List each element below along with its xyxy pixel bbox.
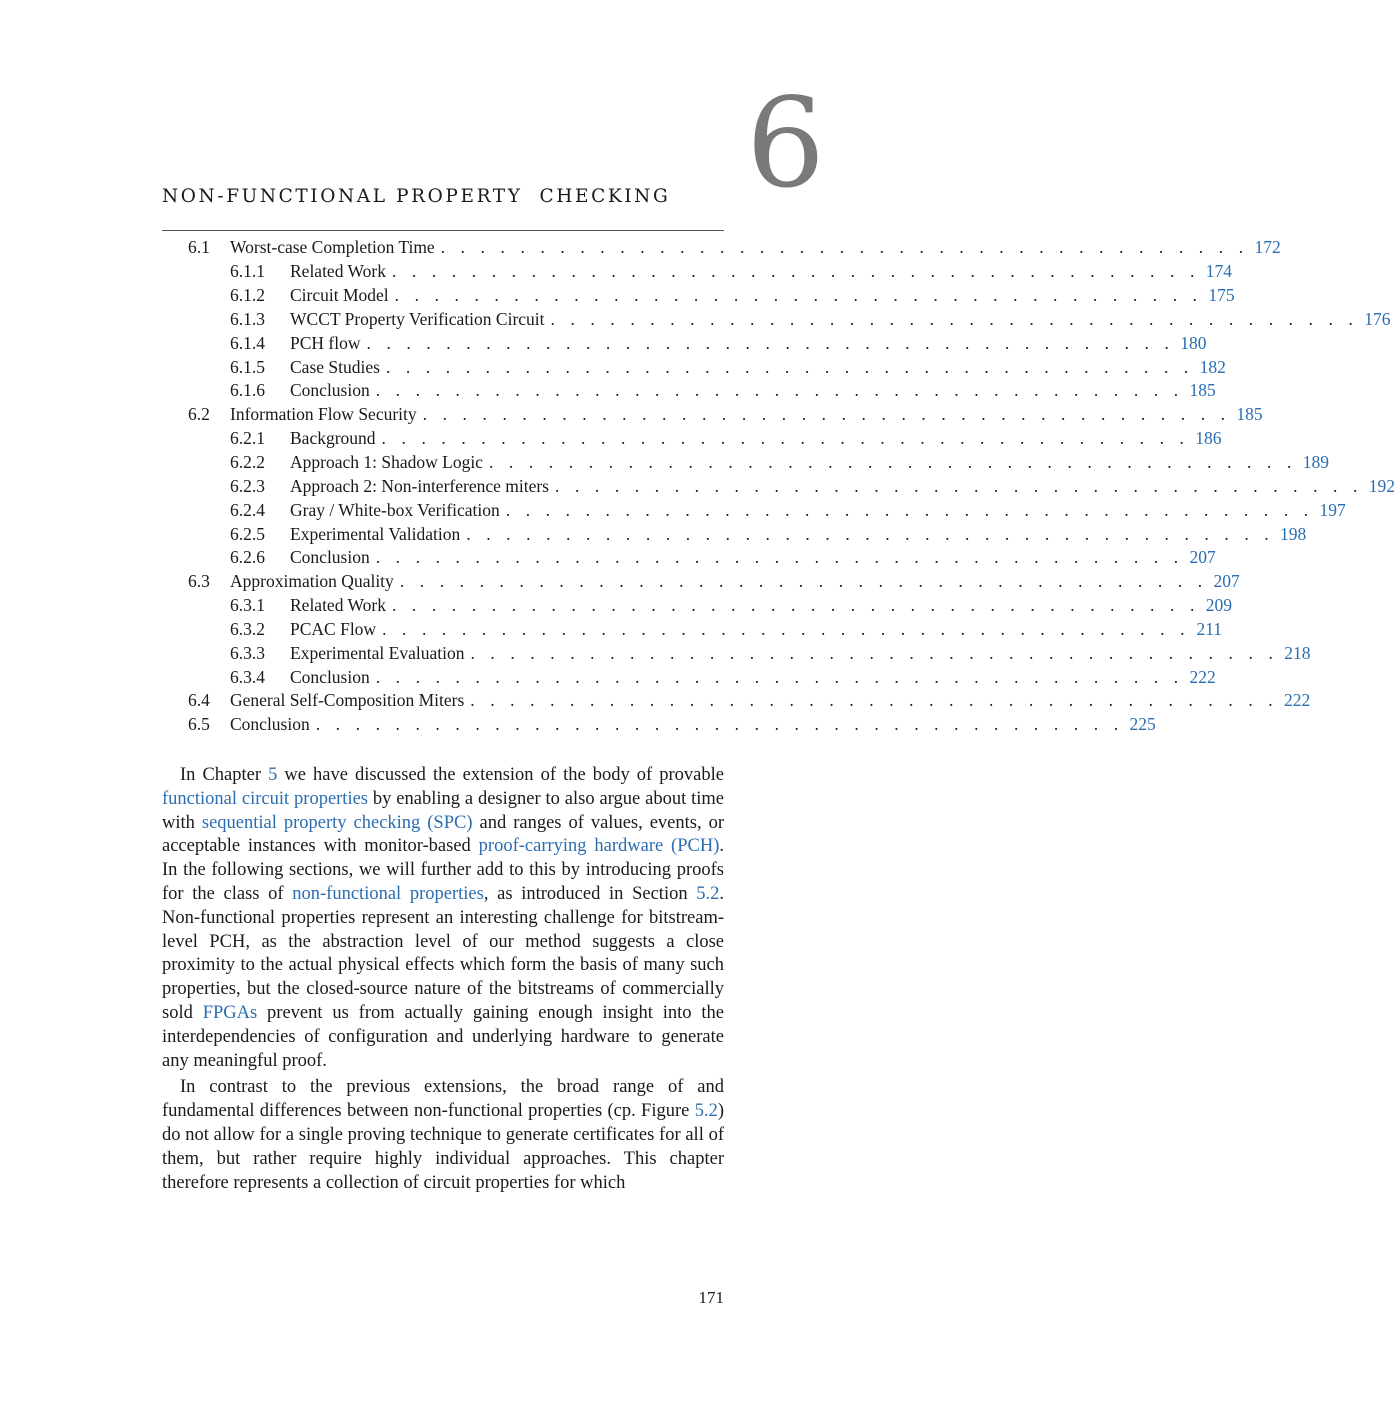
toc-entry[interactable]	[162, 546, 1216, 570]
paragraph	[162, 764, 724, 1073]
toc-page-link[interactable]: 174	[1205, 261, 1232, 282]
title-rule	[162, 230, 724, 231]
toc-entry[interactable]	[162, 451, 1329, 475]
toc-section-title[interactable]: Background	[290, 428, 376, 449]
toc-page-link[interactable]: 189	[1302, 452, 1329, 473]
toc-entry[interactable]	[162, 594, 1232, 618]
toc-entry[interactable]	[162, 641, 1311, 665]
toc-entry[interactable]	[162, 665, 1216, 689]
cross-reference-link[interactable]: functional circuit properties	[162, 788, 369, 809]
toc-section-number: 6.2	[188, 404, 210, 425]
toc-section-number: 6.2.3	[230, 475, 265, 496]
toc-section-title[interactable]: Related Work	[290, 261, 386, 282]
toc-page-link[interactable]: 185	[1189, 380, 1216, 401]
toc-section-number: 6.4	[188, 690, 210, 711]
toc-section-title[interactable]: PCH flow	[290, 332, 361, 353]
toc-section-title[interactable]: Conclusion	[290, 380, 370, 401]
toc-section-title[interactable]: Case Studies	[290, 356, 380, 377]
toc-page-link[interactable]: 180	[1180, 332, 1207, 353]
paragraph	[162, 1076, 724, 1195]
toc-leader-dots: . . . . . . . . . . . . . . . . . . . . . . . . . . . . . . . . . . . . . . . . .	[394, 285, 1203, 306]
toc-entry[interactable]	[162, 474, 1395, 498]
cross-reference-link[interactable]: non-functional properties	[292, 883, 484, 904]
toc-section-number: 6.1.6	[230, 380, 265, 401]
toc-entry[interactable]	[162, 522, 1307, 546]
toc-section-title[interactable]: Approach 1: Shadow Logic	[290, 452, 483, 473]
cross-reference-link[interactable]: FPGAs	[202, 1002, 258, 1023]
toc-entry[interactable]	[162, 355, 1226, 379]
toc-section-title[interactable]: Worst-case Completion Time	[230, 237, 435, 258]
paragraph-text: . Non-functional properties represent an interesting challenge for bitstream-level PCH, as the abstraction level of our method suggests a close proximity to the actual physical effects which form the basis of many such properties, but the closed-source nature of the bitstreams of commercially sold	[162, 883, 725, 1023]
toc-section-title[interactable]: General Self-Composition Miters	[230, 690, 465, 711]
toc-section-number: 6.1.2	[230, 285, 265, 306]
toc-section-number: 6.1	[188, 237, 210, 258]
toc-leader-dots: . . . . . . . . . . . . . . . . . . . . . . . . . . . . . . . . . . . . . . . . .	[440, 237, 1249, 258]
toc-section-number: 6.2.2	[230, 452, 265, 473]
toc-page-link[interactable]: 222	[1189, 666, 1216, 687]
toc-page-link[interactable]: 198	[1280, 523, 1307, 544]
toc-leader-dots: . . . . . . . . . . . . . . . . . . . . . . . . . . . . . . . . . . . . . . . . .	[366, 332, 1175, 353]
toc-section-title[interactable]: Circuit Model	[290, 285, 389, 306]
toc-entry[interactable]	[162, 403, 1263, 427]
toc-section-title[interactable]: Approach 2: Non-interference miters	[290, 475, 549, 496]
body-text	[162, 764, 724, 1195]
chapter-title: NON-FUNCTIONAL PROPERTY CHECKING	[162, 186, 671, 207]
toc-leader-dots: . . . . . . . . . . . . . . . . . . . . . . . . . . . . . . . . . . . . . . . . .	[381, 428, 1190, 449]
paragraph-text: . In the following sections, we will further add to this by introducing proofs for the class of	[162, 836, 724, 904]
toc-page-link[interactable]: 192	[1368, 475, 1395, 496]
toc-section-title[interactable]: PCAC Flow	[290, 618, 377, 639]
toc-page-link[interactable]: 207	[1189, 547, 1216, 568]
toc-page-link[interactable]: 209	[1205, 595, 1232, 616]
toc-page-link[interactable]: 211	[1196, 618, 1223, 639]
cross-reference-link[interactable]: sequential property checking (SPC)	[201, 812, 473, 833]
paragraph-text: ) do not allow for a single proving technique to generate certificates for all of them, but rather require highly individual approaches. This chapter therefore represents a collection of circuit properties for which	[162, 1101, 724, 1193]
toc-section-title[interactable]: Experimental Validation	[290, 523, 461, 544]
chapter-number: 6	[746, 72, 825, 216]
toc-section-number: 6.3.2	[230, 618, 265, 639]
table-of-contents	[162, 236, 1395, 737]
toc-leader-dots: . . . . . . . . . . . . . . . . . . . . . . . . . . . . . . . . . . . . . . . . .	[315, 714, 1124, 735]
cross-reference-link[interactable]: 5.2	[694, 1101, 718, 1122]
cross-reference-link[interactable]: 5	[268, 765, 278, 785]
toc-leader-dots: . . . . . . . . . . . . . . . . . . . . . . . . . . . . . . . . . . . . . . . . .	[550, 308, 1359, 329]
toc-section-title[interactable]: Gray / White-box Verification	[290, 499, 500, 520]
toc-page-link[interactable]: 222	[1284, 690, 1311, 711]
toc-leader-dots: . . . . . . . . . . . . . . . . . . . . . . . . . . . . . . . . . . . . . . . . .	[470, 642, 1279, 663]
paragraph-text: prevent us from actually gaining enough insight into the interdependencies of configuration and underlying hardware to generate any meaningful proof.	[162, 1002, 725, 1071]
toc-section-title[interactable]: Conclusion	[290, 547, 370, 568]
toc-page-link[interactable]: 218	[1284, 642, 1311, 663]
toc-entry[interactable]	[162, 379, 1216, 403]
paragraph-text: , as introduced in Section	[483, 883, 697, 904]
toc-section-number: 6.3.4	[230, 666, 265, 687]
toc-section-title[interactable]: Conclusion	[230, 714, 310, 735]
toc-page-link[interactable]: 225	[1129, 714, 1156, 735]
toc-page-link[interactable]: 185	[1236, 404, 1263, 425]
toc-section-number: 6.1.5	[230, 356, 265, 377]
toc-leader-dots: . . . . . . . . . . . . . . . . . . . . . . . . . . . . . . . . . . . . . . . . .	[399, 571, 1208, 592]
paragraph-text: and ranges of values, events, or acceptable instances with monitor-based	[162, 812, 725, 857]
paragraph-text: we have discussed the extension of the body of provable	[277, 765, 724, 785]
toc-page-link[interactable]: 182	[1199, 356, 1226, 377]
toc-section-title[interactable]: Conclusion	[290, 666, 370, 687]
toc-section-number: 6.5	[188, 714, 210, 735]
toc-section-number: 6.2.1	[230, 428, 265, 449]
toc-leader-dots: . . . . . . . . . . . . . . . . . . . . . . . . . . . . . . . . . . . . . . . . .	[375, 380, 1184, 401]
toc-entry[interactable]	[162, 331, 1207, 355]
toc-leader-dots: . . . . . . . . . . . . . . . . . . . . . . . . . . . . . . . . . . . . . . . . .	[375, 666, 1184, 687]
toc-section-number: 6.2.4	[230, 499, 265, 520]
toc-entry[interactable]	[162, 570, 1240, 594]
toc-page-link[interactable]: 197	[1319, 499, 1346, 520]
toc-page-link[interactable]: 172	[1254, 237, 1281, 258]
page-number: 171	[698, 1288, 724, 1307]
toc-section-title[interactable]: Approximation Quality	[230, 571, 394, 592]
toc-leader-dots: . . . . . . . . . . . . . . . . . . . . . . . . . . . . . . . . . . . . . . . . .	[385, 356, 1194, 377]
toc-entry[interactable]	[162, 236, 1281, 260]
toc-entry[interactable]	[162, 427, 1222, 451]
toc-leader-dots: . . . . . . . . . . . . . . . . . . . . . . . . . . . . . . . . . . . . . . . . .	[466, 523, 1275, 544]
toc-section-number: 6.1.1	[230, 261, 265, 282]
toc-leader-dots: . . . . . . . . . . . . . . . . . . . . . . . . . . . . . . . . . . . . . . . . .	[422, 404, 1231, 425]
toc-section-number: 6.2.6	[230, 547, 265, 568]
toc-entry[interactable]	[162, 689, 1311, 713]
toc-page-link[interactable]: 176	[1364, 308, 1391, 329]
paragraph-text: by enabling a designer to also argue about time with	[162, 788, 724, 833]
paragraph-text: In Chapter	[180, 765, 269, 785]
toc-section-title[interactable]: Experimental Evaluation	[290, 642, 465, 663]
toc-page-link[interactable]: 175	[1208, 285, 1235, 306]
toc-entry[interactable]	[162, 618, 1223, 642]
cross-reference-link[interactable]: 5.2	[696, 883, 720, 904]
toc-leader-dots: . . . . . . . . . . . . . . . . . . . . . . . . . . . . . . . . . . . . . . . . .	[488, 452, 1297, 473]
toc-section-number: 6.2.5	[230, 523, 265, 544]
toc-entry[interactable]	[162, 713, 1156, 737]
toc-entry[interactable]	[162, 260, 1232, 284]
toc-leader-dots: . . . . . . . . . . . . . . . . . . . . . . . . . . . . . . . . . . . . . . . . .	[555, 475, 1363, 496]
toc-section-number: 6.3.1	[230, 595, 265, 616]
toc-section-number: 6.3.3	[230, 642, 265, 663]
toc-section-title[interactable]: Related Work	[290, 595, 386, 616]
toc-leader-dots: . . . . . . . . . . . . . . . . . . . . . . . . . . . . . . . . . . . . . . . . .	[391, 261, 1200, 282]
cross-reference-link[interactable]: proof-carrying hardware (PCH)	[478, 836, 720, 857]
paragraph-text: In contrast to the previous extensions, the broad range of and fundamental differences between non-functional properties (cp. Figure	[162, 1077, 724, 1122]
toc-entry[interactable]	[162, 284, 1235, 308]
toc-page-link[interactable]: 186	[1195, 428, 1222, 449]
toc-section-number: 6.3	[188, 571, 210, 592]
toc-entry[interactable]	[162, 308, 1391, 332]
toc-leader-dots: . . . . . . . . . . . . . . . . . . . . . . . . . . . . . . . . . . . . . . . . .	[382, 618, 1191, 639]
toc-leader-dots: . . . . . . . . . . . . . . . . . . . . . . . . . . . . . . . . . . . . . . . . .	[391, 595, 1200, 616]
toc-page-link[interactable]: 207	[1213, 571, 1240, 592]
toc-section-title[interactable]: Information Flow Security	[230, 404, 417, 425]
toc-leader-dots: . . . . . . . . . . . . . . . . . . . . . . . . . . . . . . . . . . . . . . . . .	[505, 499, 1314, 520]
toc-section-number: 6.1.3	[230, 308, 265, 329]
toc-leader-dots: . . . . . . . . . . . . . . . . . . . . . . . . . . . . . . . . . . . . . . . . .	[470, 690, 1279, 711]
toc-leader-dots: . . . . . . . . . . . . . . . . . . . . . . . . . . . . . . . . . . . . . . . . .	[375, 547, 1184, 568]
toc-section-title[interactable]: WCCT Property Verification Circuit	[290, 308, 545, 329]
toc-entry[interactable]	[162, 498, 1346, 522]
toc-section-number: 6.1.4	[230, 332, 265, 353]
